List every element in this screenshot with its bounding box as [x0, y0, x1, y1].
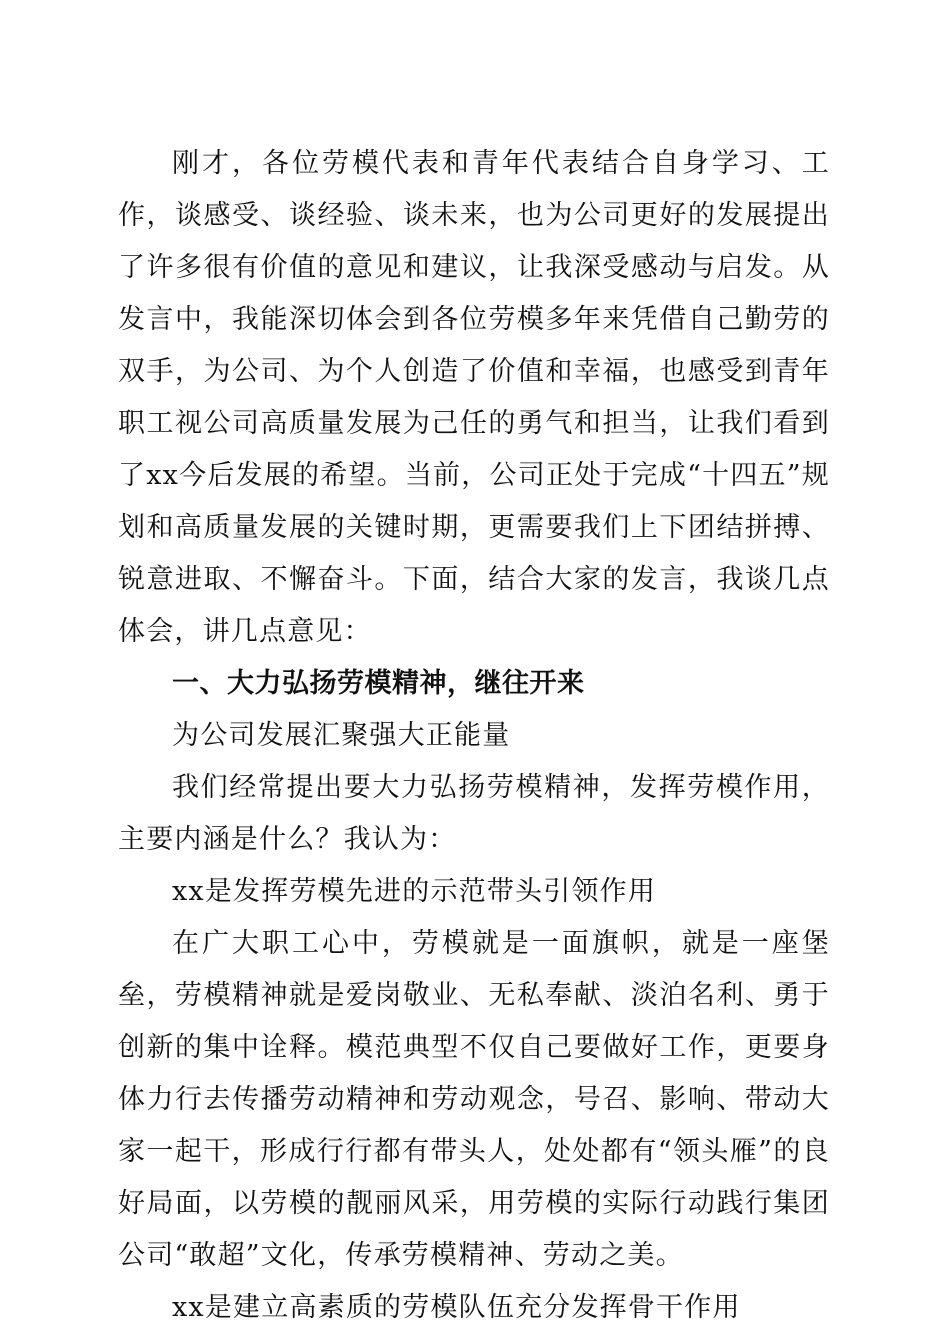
document-body: [118, 138, 830, 1334]
question-paragraph: 我们经常提出要大力弘扬劳模精神，发挥劳模作用，主要内涵是什么？我认为：: [118, 772, 830, 855]
section-heading: 一、大力弘扬劳模精神，继往开来: [172, 668, 585, 699]
section-subheading: 为公司发展汇聚强大正能量: [172, 720, 511, 751]
point-two: xx是建立高素质的劳模队伍充分发挥骨干作用: [172, 1292, 741, 1323]
point-one-paragraph: 在广大职工心中，劳模就是一面旗帜，就是一座堡垒，劳模精神就是爱岗敬业、无私奉献、淡泊名利、勇于创新的集中诠释。模范典型不仅自己要做好工作，更要身体力行去传播劳动精神和劳动观念，号召、影响、带动大家一起干，形成行行都有带头人，处处都有“领头雁”的良好局面，以劳模的靓丽风采，用劳模的实际行动践行集团公司“敢超”文化，传承劳模精神、劳动之美。: [118, 928, 830, 1271]
intro-paragraph: 刚才，各位劳模代表和青年代表结合自身学习、工作，谈感受、谈经验、谈未来，也为公司更好的发展提出了许多很有价值的意见和建议，让我深受感动与启发。从发言中，我能深切体会到各位劳模多年来凭借自己勤劳的双手，为公司、为个人创造了价值和幸福，也感受到青年职工视公司高质量发展为己任的勇气和担当，让我们看到了xx今后发展的希望。当前，公司正处于完成“十四五”规划和高质量发展的关键时期，更需要我们上下团结拼搏、锐意进取、不懈奋斗。下面，结合大家的发言，我谈几点体会，讲几点意见：: [118, 148, 830, 647]
point-one: xx是发挥劳模先进的示范带头引领作用: [172, 876, 657, 907]
